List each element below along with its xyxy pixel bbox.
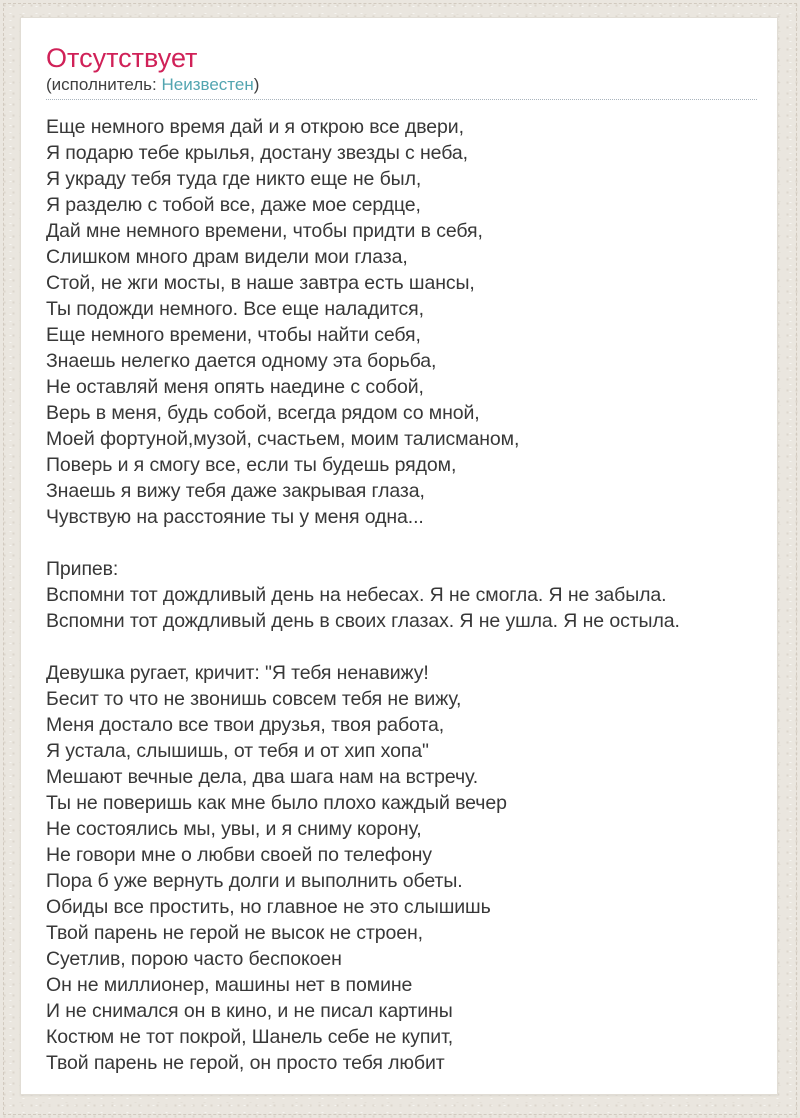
lyrics-paragraph bbox=[46, 556, 757, 634]
lyric-line: Бесит то что не звонишь совсем тебя не вижу, bbox=[46, 688, 462, 710]
lyric-line: Еще немного времени, чтобы найти себя, bbox=[46, 324, 421, 346]
lyric-line: Меня достало все твои друзья, твоя работа, bbox=[46, 714, 445, 736]
artist-line bbox=[46, 75, 757, 100]
lyric-line: Он не миллионер, машины нет в помине bbox=[46, 974, 413, 996]
lyrics-card bbox=[20, 17, 778, 1095]
lyric-line: Вспомни тот дождливый день в своих глазах. Я не ушла. Я не остыла. bbox=[46, 610, 680, 632]
artist-label-prefix: (исполнитель: bbox=[46, 75, 162, 94]
artist-label-suffix: ) bbox=[253, 75, 260, 94]
lyric-line: Не состоялись мы, увы, и я сниму корону, bbox=[46, 818, 422, 840]
lyric-line: Еще немного время дай и я открою все двери, bbox=[46, 116, 464, 138]
lyric-line: Твой парень не герой, он просто тебя любит bbox=[46, 1052, 445, 1074]
lyric-line: Знаешь нелегко дается одному эта борьба, bbox=[46, 350, 437, 372]
lyric-line: Дай мне немного времени, чтобы придти в себя, bbox=[46, 220, 483, 242]
lyric-line: Знаешь я вижу тебя даже закрывая глаза, bbox=[46, 480, 425, 502]
lyric-line: Мешают вечные дела, два шага нам на встречу. bbox=[46, 766, 479, 788]
lyric-line: Я устала, слышишь, от тебя и от хип хопа" bbox=[46, 740, 429, 762]
lyric-line: Девушка ругает, кричит: "Я тебя ненавижу! bbox=[46, 662, 429, 684]
lyric-line: Я подарю тебе крылья, достану звезды с неба, bbox=[46, 142, 468, 164]
lyric-line: Чувствую на расстояние ты у меня одна... bbox=[46, 506, 424, 528]
lyric-line: Не говори мне о любви своей по телефону bbox=[46, 844, 432, 866]
lyrics-text bbox=[46, 114, 757, 1076]
lyrics-paragraph bbox=[46, 114, 757, 530]
lyric-line: Стой, не жги мосты, в наше завтра есть шансы, bbox=[46, 272, 475, 294]
lyric-line: Не оставляй меня опять наедине с собой, bbox=[46, 376, 424, 398]
lyric-line: Слишком много драм видели мои глаза, bbox=[46, 246, 408, 268]
lyric-line: Суетлив, порою часто беспокоен bbox=[46, 948, 342, 970]
lyric-line: Я украду тебя туда где никто еще не был, bbox=[46, 168, 422, 190]
lyric-line: Моей фортуной,музой, счастьем, моим талисманом, bbox=[46, 428, 520, 450]
lyric-line: Обиды все простить, но главное не это слышишь bbox=[46, 896, 491, 918]
song-title: Отсутствует bbox=[46, 43, 198, 73]
lyric-line: Я разделю с тобой все, даже мое сердце, bbox=[46, 194, 421, 216]
lyric-line: Припев: bbox=[46, 558, 119, 580]
lyric-line: Верь в меня, будь собой, всегда рядом со мной, bbox=[46, 402, 480, 424]
lyric-line: Костюм не тот покрой, Шанель себе не купит, bbox=[46, 1026, 454, 1048]
lyric-line: И не снимался он в кино, и не писал картины bbox=[46, 1000, 453, 1022]
lyrics-paragraph bbox=[46, 660, 757, 1076]
lyric-line: Твой парень не герой не высок не строен, bbox=[46, 922, 423, 944]
lyric-line: Вспомни тот дождливый день на небесах. Я не смогла. Я не забыла. bbox=[46, 584, 667, 606]
lyric-line: Поверь и я смогу все, если ты будешь рядом, bbox=[46, 454, 457, 476]
lyric-line: Пора б уже вернуть долги и выполнить обеты. bbox=[46, 870, 463, 892]
lyric-line: Ты не поверишь как мне было плохо каждый вечер bbox=[46, 792, 507, 814]
artist-link[interactable]: Неизвестен bbox=[161, 75, 254, 94]
lyric-line: Ты подожди немного. Все еще наладится, bbox=[46, 298, 424, 320]
